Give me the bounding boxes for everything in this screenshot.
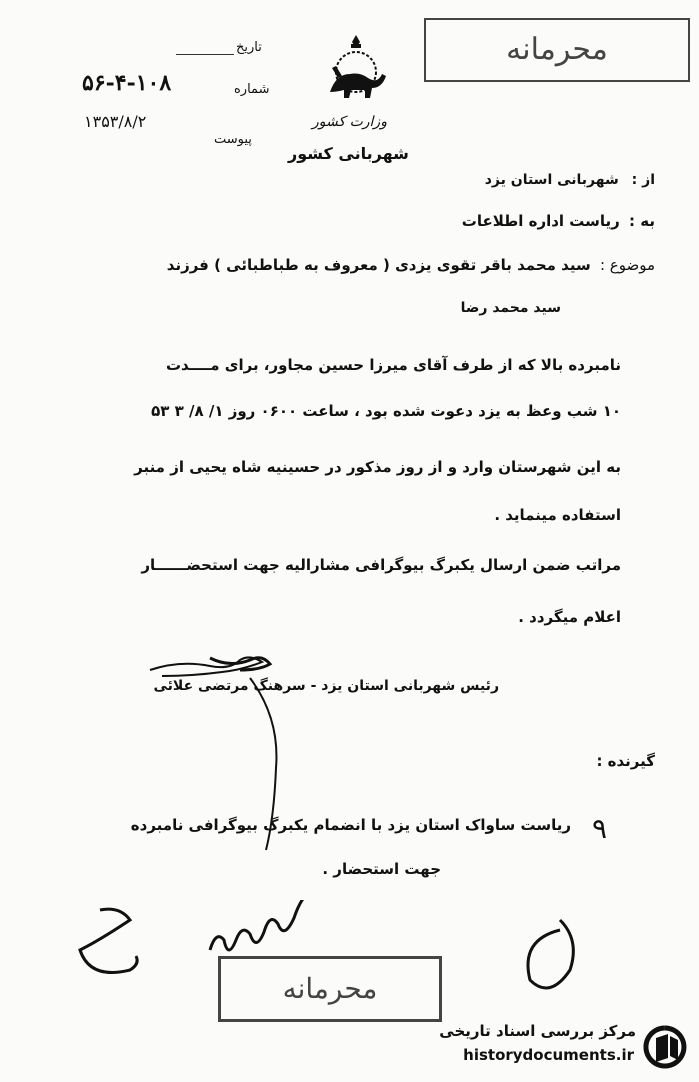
watermark-url: historydocuments.ir	[463, 1046, 634, 1064]
lion-and-sun-emblem-icon	[322, 32, 390, 112]
police-title: شهربانی کشور	[288, 144, 409, 163]
from-label: از :	[631, 172, 655, 188]
subject-line-1: سید محمد باقر تقوی یزدی ( معروف به طباطبائی ) فرزند	[166, 256, 591, 274]
archive-logo-icon	[642, 1024, 688, 1070]
date-field-line	[176, 54, 234, 55]
handwritten-mark-icon: ٩	[592, 812, 608, 845]
body-line: نامبرده بالا که از طرف آقای میرزا حسین مجاور، برای مــــدت	[165, 356, 621, 374]
subject-label: موضوع :	[599, 256, 655, 274]
body-line: استفاده مینماید .	[494, 506, 621, 524]
date-value: ۱۳۵۳/۸/۲	[84, 112, 147, 131]
to-label: به :	[629, 212, 655, 230]
ministry-name: وزارت کشور	[312, 114, 387, 130]
date-label: تاریخ	[236, 40, 262, 55]
to-row	[462, 212, 655, 230]
number-label: شماره	[234, 82, 270, 97]
subject-row	[167, 256, 655, 274]
classification-stamp-top: محرمانه	[424, 18, 690, 82]
to-value: ریاست اداره اطلاعات	[461, 212, 620, 230]
watermark-org-name: مرکز بررسی اسناد تاریخی	[439, 1022, 636, 1040]
from-row	[485, 172, 655, 188]
subject-line-2: سید محمد رضا	[460, 300, 561, 316]
attachment-label: پیوست	[214, 132, 252, 147]
watermark	[412, 1020, 692, 1076]
classification-stamp-bottom: محرمانه	[218, 956, 442, 1022]
body-line: اعلام میگردد .	[518, 608, 621, 626]
signature-line: رئیس شهربانی استان یزد - سرهنگ مرتضی علائی	[153, 678, 499, 694]
body-line: ۱۰ شب وعظ به یزد دعوت شده بود ، ساعت ۰۶۰۰ روز ۱/ ۸/ ۳ ۵۳	[151, 402, 621, 420]
number-value: ۵۶-۴-۱۰۸	[82, 70, 172, 96]
body-line: مراتب ضمن ارسال یکبرگ بیوگرافی مشارالیه جهت استحضــــــار	[141, 556, 621, 574]
recipient-line-2: جهت استحضار .	[322, 860, 441, 878]
recipient-line-1: ریاست ساواک استان یزد با انضمام یکبرگ بیوگرافی نامبرده	[130, 816, 571, 834]
recipients-label: گیرنده :	[596, 752, 655, 770]
body-line: به این شهرستان وارد و از روز مذکور در حسینیه شاه یحیی از منبر	[134, 458, 621, 476]
from-value: شهربانی استان یزد	[484, 172, 619, 188]
